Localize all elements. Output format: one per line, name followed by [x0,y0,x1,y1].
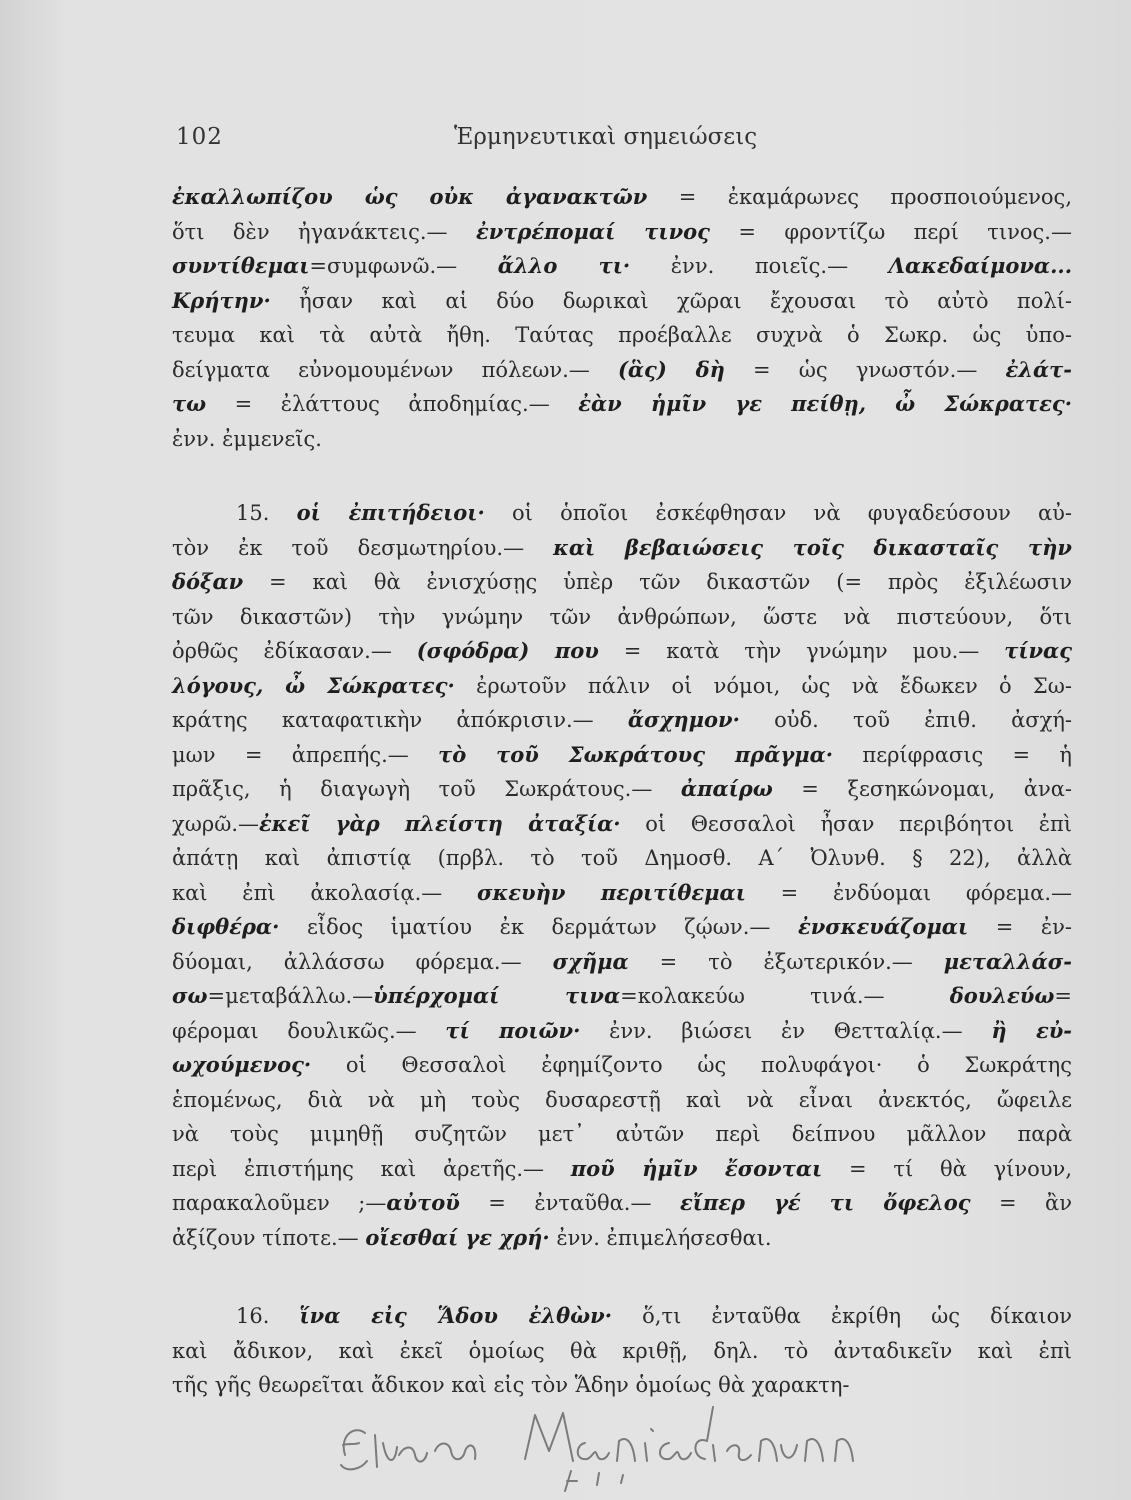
text-line [172,669,1072,704]
gloss-text: 16. [236,1304,300,1328]
gloss-text: τῆς γῆς θεωρεῖται ἄδικον καὶ εἰς τὸν Ἅδην ὁμοίως θὰ χαρακτη- [172,1373,850,1397]
gloss-text: = ἐνταῦθα.— [459,1191,680,1215]
lemma-term: οἱ ἐπιτήδειοι· [296,500,485,525]
gloss-text: = [1054,984,1072,1008]
lemma-term: εἴπερ γέ τι ὄφελος [679,1190,971,1215]
text-line [172,1334,1072,1369]
gloss-text: = ἐκαμάρωνες προσποιούμενος, [647,185,1072,209]
gloss-text: περὶ ἐπιστήμης καὶ ἀρετῆς.— [172,1156,571,1181]
running-head [176,124,786,160]
gloss-text: ἐνν. βιώσει ἐν Θετταλίᾳ.— [580,1018,992,1043]
gloss-text: εἶδος ἱματίου ἐκ δερμάτων ζῴων.— [279,915,798,939]
text-line [172,600,1072,635]
lemma-term: τίνας [1004,638,1072,663]
lemma-term: αὐτοῦ [386,1190,460,1215]
gloss-text: ὅ,τι ἐνταῦθα ἐκρίθη ὡς δίκαιον [612,1304,1072,1328]
gloss-text: ἀξίζουν τίποτε.— [172,1225,366,1250]
gloss-text: = τί θὰ γίνουν, [822,1156,1072,1181]
gloss-text: τῶν δικαστῶν) τὴν γνώμην τῶν ἀνθρώπων, ὥστε νὰ πιστεύουν, ὅτι [172,604,1072,629]
gloss-text: οὐδ. τοῦ ἐπιθ. ἀσχή- [739,708,1072,732]
text-line [172,422,1072,457]
text-line [172,353,1072,388]
gloss-text: 15. [236,501,297,525]
gloss-text: = ξεσηκώνομαι, ἀνα- [772,777,1072,801]
lemma-term: καὶ βεβαιώσεις τοῖς δικασταῖς τὴν [553,534,1072,560]
lemma-term: ἄσχημον· [627,707,740,732]
gloss-text: νὰ τοὺς μιμηθῇ συζητῶν μετ᾽ αὐτῶν περὶ δείπνου μᾶλλον παρὰ [172,1122,1072,1146]
paragraph-16 [172,1299,1072,1403]
gloss-text: = τὸ ἐξωτερικόν.— [628,949,944,974]
gloss-text: = φροντίζω περί τινος.— [709,219,1072,244]
lemma-term: ἐκεῖ γὰρ πλείστη ἀταξία· [259,810,621,836]
text-line [172,634,1072,669]
lemma-term: συντίθεμαι [172,253,310,278]
lemma-term: ἐνσκευάζομαι [797,914,969,939]
gloss-text: ἐνν. ἐπιμελήσεσθαι. [549,1225,772,1250]
signature-scribble [335,1395,975,1495]
gloss-text: παρακαλοῦμεν ;— [172,1191,387,1215]
handwritten-signature [335,1395,975,1495]
gloss-text: φέρομαι δουλικῶς.— [172,1018,446,1043]
text-line [172,1299,1072,1334]
text-line [172,318,1072,353]
gloss-text: =κολακεύω τινά.— [620,984,950,1008]
commentary-body [172,180,1072,1403]
gloss-text: ἦσαν καὶ αἱ δύο δωρικαὶ χῶραι ἔχουσαι τὸ αὐτὸ πολί- [270,288,1072,313]
lemma-term: ὑπέρχομαί τινα [373,983,621,1008]
gloss-text: οἱ Θεσσαλοὶ ἦσαν περιβόητοι ἐπὶ [620,811,1072,836]
page-number: 102 [176,124,223,150]
gloss-text: ἐνν. ποιεῖς.— [630,254,889,278]
text-line [172,496,1072,531]
lemma-term: ἢ εὐ- [991,1017,1072,1043]
lemma-term: δόξαν [172,569,244,594]
gloss-text: =μεταβάλλω.— [207,984,374,1008]
gloss-text: κράτης καταφατικὴν ἀπόκρισιν.— [172,708,628,732]
text-line [172,1048,1072,1083]
lemma-term: ἀπαίρω [680,776,773,801]
gloss-text: = ἂν [970,1191,1072,1215]
gloss-text: = ἐν- [968,915,1072,939]
gloss-text: οἱ Θεσσαλοὶ ἐφημίζοντο ὡς πολυφάγοι· ὁ Σωκράτης [311,1053,1072,1077]
gloss-text: μων = ἀπρεπής.— [172,742,439,767]
gloss-text: δύομαι, ἀλλάσσω φόρεμα.— [172,949,553,974]
text-line [172,1221,1072,1256]
gloss-text: τὸν ἐκ τοῦ δεσμωτηρίου.— [172,535,554,560]
gloss-text: ἑπομένως, διὰ νὰ μὴ τοὺς δυσαρεστῇ καὶ νὰ εἶναι ἀνεκτός, ὤφειλε [172,1087,1072,1112]
text-line [172,807,1072,842]
text-line [172,1152,1072,1187]
gloss-text: = καὶ θὰ ἐνισχύσῃς ὑπὲρ τῶν δικαστῶν (= πρὸς ἐξιλέωσιν [243,570,1072,594]
gloss-text: =συμφωνῶ.— [309,254,498,278]
header-title: Ἑρμηνευτικαὶ σημειώσεις [454,124,758,150]
lemma-term: τω [172,391,207,416]
lemma-term: Λακεδαίμονα... [888,253,1073,278]
lemma-term: ἐντρέπομαί τινος [475,218,710,244]
lemma-term: ἐλάτ- [1005,356,1072,382]
text-line [172,284,1072,319]
lemma-term: ἄλλο τι· [497,253,631,278]
lemma-term: ἐὰν ἡμῖν γε πείθῃ, ὦ Σώκρατες· [578,391,1073,416]
gloss-text: οἱ ὁποῖοι ἐσκέφθησαν νὰ φυγαδεύσουν αὐ- [484,501,1072,525]
lemma-term: ωχούμενος· [172,1052,312,1077]
text-line [172,249,1072,284]
gloss-text: = κατὰ τὴν γνώμην μου.— [598,639,1005,663]
lemma-term: (σφόδρα) που [416,638,599,663]
gloss-text: = ἐλάττους ἀποδημίας.— [206,392,579,416]
gloss-text: ἐνν. ἐμμενεῖς. [172,426,322,451]
lemma-term: δουλεύω [949,983,1055,1008]
text-line [172,703,1072,738]
text-line [172,215,1072,250]
lemma-term: διφθέρα· [172,914,280,939]
lemma-term: μεταλλάσ- [943,948,1072,974]
text-line [172,565,1072,600]
lemma-term: τί ποιῶν· [445,1017,581,1043]
gloss-text: καὶ ἄδικον, καὶ ἐκεῖ ὁμοίως θὰ κριθῇ, δηλ. τὸ ἀνταδικεῖν καὶ ἐπὶ [172,1338,1072,1363]
gloss-text: ἀπάτῃ καὶ ἀπιστίᾳ (πρβλ. τὸ τοῦ Δημοσθ. Α΄ Ὀλυνθ. § 22), ἀλλὰ [172,846,1072,870]
gloss-text: = ὡς γνωστόν.— [724,357,1006,382]
lemma-term: τὸ τοῦ Σωκράτους πρᾶγμα· [438,741,834,767]
lemma-term: ἵνα εἰς Ἅδου ἐλθὼν· [299,1303,613,1328]
text-line [172,772,1072,807]
gloss-text: πρᾶξις, ἡ διαγωγὴ τοῦ Σωκράτους.— [172,777,681,801]
gloss-text: περίφρασις = ἡ [833,742,1072,767]
text-line [172,1014,1072,1049]
text-line [172,876,1072,911]
text-line [172,841,1072,876]
text-line [172,910,1072,945]
paragraph-continued [172,180,1072,456]
lemma-term: σχῆμα [552,948,629,974]
lemma-term: λόγους, ὦ Σώκρατες· [172,672,455,698]
gloss-text: ἐρωτοῦν πάλιν οἱ νόμοι, ὡς νὰ ἔδωκεν ὁ Σω- [454,673,1072,698]
lemma-term: (ἃς) δὴ [617,356,725,382]
text-line [172,180,1072,215]
gloss-text: ὀρθῶς ἐδίκασαν.— [172,639,417,663]
text-line [172,738,1072,773]
text-line [172,979,1072,1014]
gloss-text: τευμα καὶ τὰ αὐτὰ ἤθη. Ταύτας προέβαλλε συχνὰ ὁ Σωκρ. ὡς ὑπο- [172,323,1072,347]
paragraph-15 [172,496,1072,1255]
gloss-text: δείγματα εὐνομουμένων πόλεων.— [172,357,618,382]
text-line [172,1083,1072,1118]
gloss-text: χωρῶ.— [172,811,259,836]
gloss-text: ὅτι δὲν ἠγανάκτεις.— [172,219,476,244]
lemma-term: σω [172,983,208,1008]
text-line [172,1186,1072,1221]
lemma-term: ἐκαλλωπίζου ὡς οὐκ ἀγανακτῶν [172,184,648,209]
text-line [172,1117,1072,1152]
gloss-text: καὶ ἐπὶ ἀκολασίᾳ.— [172,880,478,905]
lemma-term: ποῦ ἡμῖν ἔσονται [570,1155,823,1181]
lemma-term: οἴεσθαί γε χρή· [365,1224,550,1250]
gloss-text: = ἐνδύομαι φόρεμα.— [745,880,1072,905]
text-line [172,531,1072,566]
text-line [172,387,1072,422]
text-line [172,945,1072,980]
lemma-term: σκευὴν περιτίθεμαι [477,879,746,905]
lemma-term: Κρήτην· [172,287,271,313]
